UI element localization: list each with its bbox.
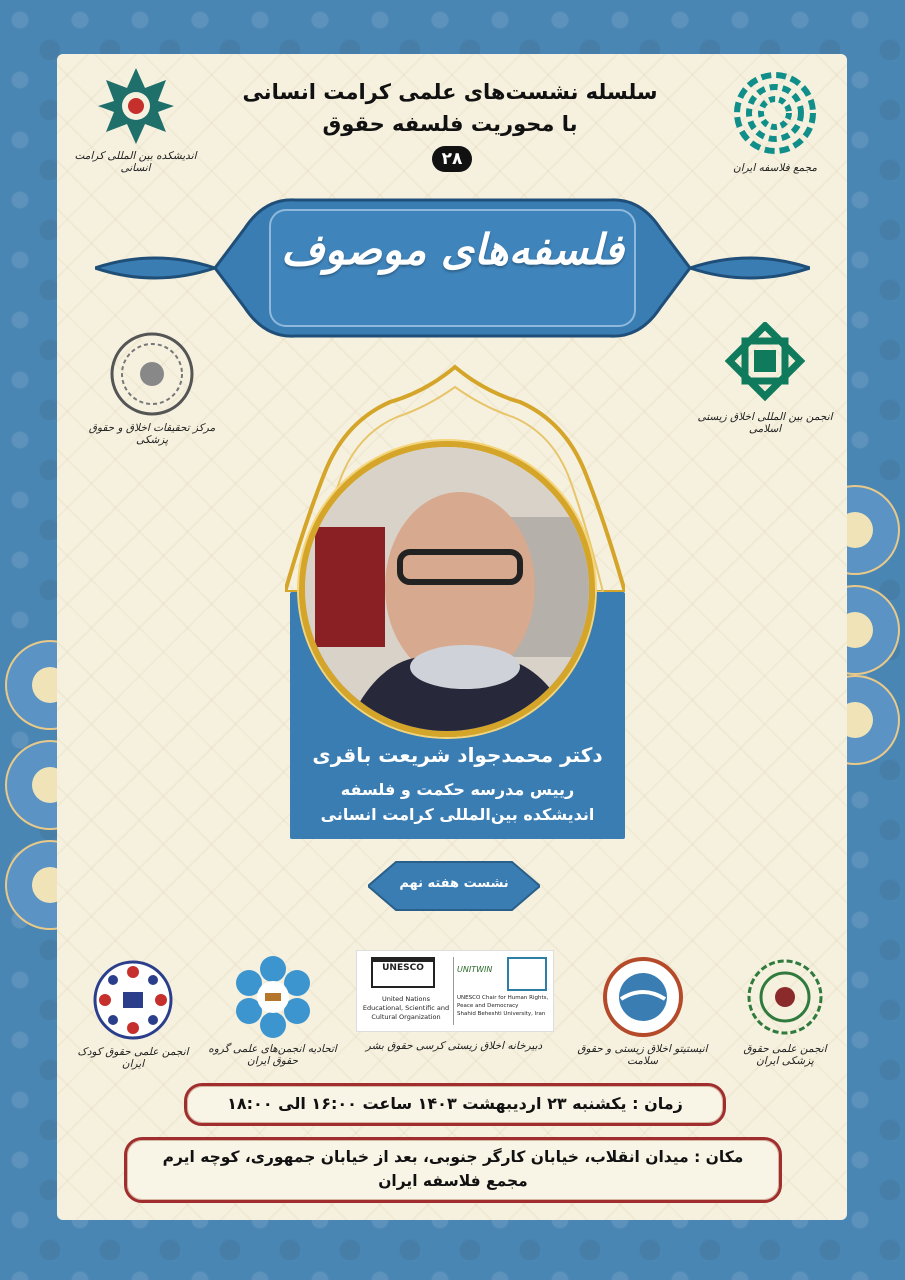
logo-dignity-institute: [68, 66, 203, 174]
union-emblem-icon: [231, 955, 315, 1039]
logo-caption: انجمن علمی حقوق کودک ایران: [77, 1046, 189, 1070]
round-seal-icon: [108, 330, 196, 418]
unesco-org-line1: United Nations: [381, 995, 431, 1003]
unesco-divider: [453, 957, 454, 1025]
unesco-chair-caption: دبیرخانه اخلاق زیستی کرسی حقوق بشر: [365, 1040, 543, 1052]
chair-line2: Peace and Democracy: [457, 1003, 519, 1009]
logo-islamic-bioethics: [690, 322, 840, 435]
logo-caption: مجمع فلاسفه ایران: [732, 162, 818, 174]
unesco-org-line3: Cultural Organization: [371, 1013, 441, 1021]
institute-emblem-icon: [601, 955, 685, 1039]
place-line2: مجمع فلاسفه ایران: [378, 1172, 528, 1190]
banner-title: فلسفه‌های موصوف: [281, 225, 624, 274]
time-text: زمان : یکشنبه ۲۳ اردیبهشت ۱۴۰۳ ساعت ۱۶:۰۰ الی ۱۸:۰۰: [227, 1094, 683, 1113]
unesco-wordmark: UNESCO: [382, 963, 424, 973]
series-title: سلسله نشست‌های علمی کرامت انسانی: [242, 80, 658, 104]
speaker-role-2: اندیشکده بین‌المللی کرامت انسانی: [320, 805, 595, 824]
logo-child-rights-association: [68, 958, 198, 1070]
medical-law-emblem-icon: [743, 955, 827, 1039]
logo-medical-ethics-center: [72, 330, 232, 446]
place-line1: مکان : میدان انقلاب، خیابان کارگر جنوبی، بعد از خیابان جمهوری، کوچه ایرم: [162, 1148, 744, 1166]
sbu-logo-icon: [507, 957, 547, 991]
session-label: نشست هفته نهم: [399, 876, 509, 891]
time-box: [184, 1083, 726, 1126]
logo-medical-law-association: [730, 955, 840, 1067]
unitwin-label: UNITWIN: [457, 965, 493, 974]
star-emblem-icon: [96, 66, 176, 146]
unesco-logo-card: [356, 950, 554, 1032]
logo-bioethics-institute: [575, 955, 710, 1067]
unesco-org-line2: Educational, Scientific and: [362, 1004, 450, 1012]
logo-law-associations-union: [200, 955, 345, 1067]
logo-caption: اندیشکده بین المللی کرامت انسانی: [74, 150, 197, 174]
session-number-badge: ۲۸: [432, 146, 472, 172]
chair-line1: UNESCO Chair for Human Rights,: [457, 995, 549, 1001]
speaker-name: دکتر محمدجواد شریعت باقری: [312, 743, 603, 767]
logo-caption: مرکز تحقیقات اخلاق و حقوق پزشکی: [88, 422, 216, 446]
speaker-role-1: رییس مدرسه حکمت و فلسفه: [340, 780, 575, 799]
chair-line3: Shahid Beheshti University, Iran: [457, 1011, 546, 1017]
child-rights-emblem-icon: [91, 958, 175, 1042]
logo-caption: انجمن بین المللی اخلاق زیستی اسلامی: [697, 411, 833, 435]
logo-caption: انجمن علمی حقوق پزشکی ایران: [743, 1043, 827, 1067]
logo-caption: انیستیتو اخلاق زیستی و حقوق سلامت: [577, 1043, 708, 1067]
spiral-emblem-icon: [730, 68, 820, 158]
logo-philosophy-society: [715, 68, 835, 174]
knot-emblem-icon: [720, 322, 810, 407]
speaker-portrait: [305, 447, 589, 731]
speaker-photo: [299, 441, 595, 737]
place-box: [124, 1137, 782, 1203]
series-subtitle: با محوریت فلسفه حقوق: [322, 112, 578, 136]
logo-caption: اتحادیه انجمن‌های علمی گروه حقوق ایران: [208, 1043, 337, 1067]
